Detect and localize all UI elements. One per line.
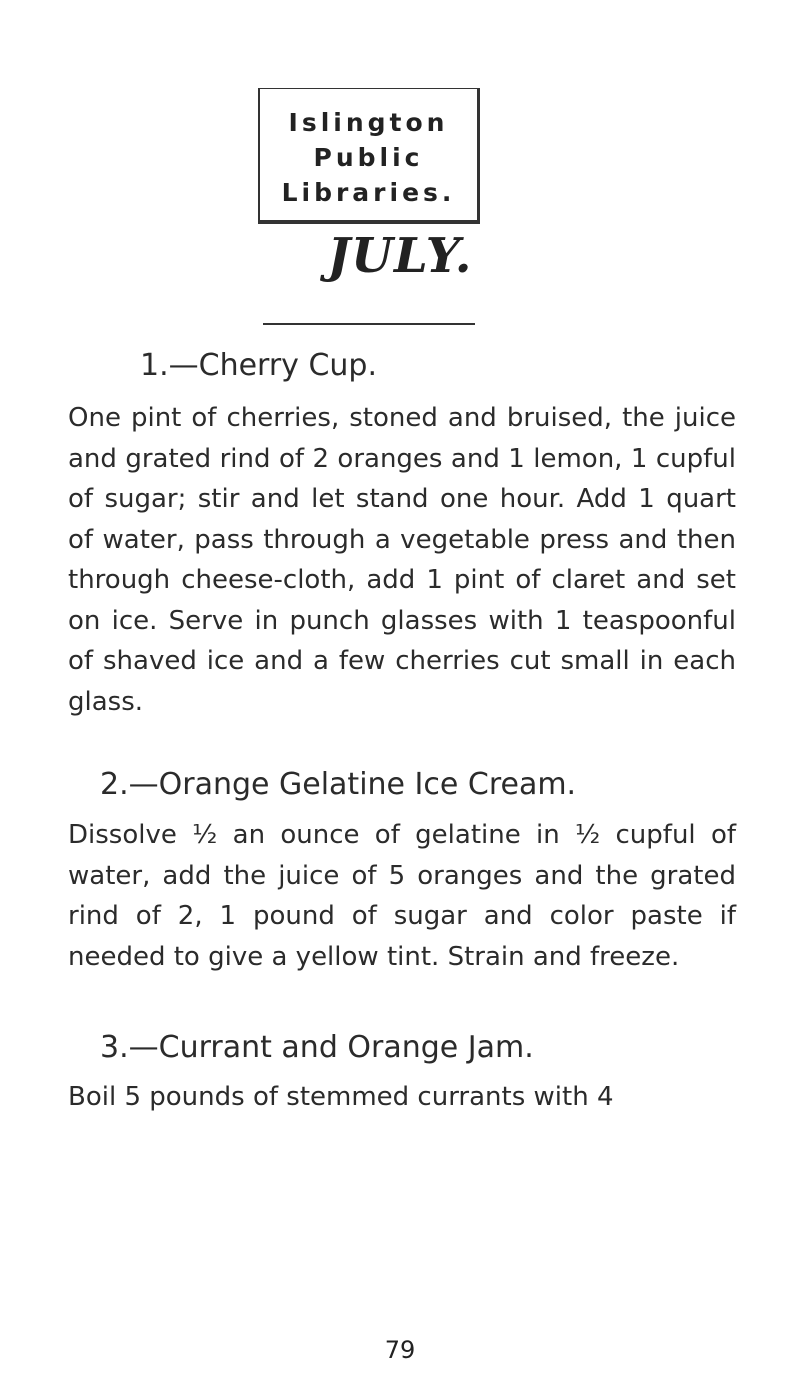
stamp-line-1: Islington <box>288 108 449 137</box>
page-number: 79 <box>384 1336 416 1364</box>
page-title: JULY. <box>327 228 473 284</box>
recipe-text-3: Boil 5 pounds of stemmed currants with 4 <box>68 1082 614 1112</box>
recipe-heading-1: 1.—Cherry Cup. <box>140 348 378 383</box>
recipe-text-1: One pint of cherries, stoned and bruised, the juice and grated rind of 2 oranges and 1 lemon, 1 cupful of sugar; stir and let stand one hour. Add 1 quart of water, pass through a vegetable press and then through cheese-cloth, add 1 pint of claret and set on ice. Serve in punch glasses with 1 teaspoonful of shaved ice and a few cherries cut small in each glass. <box>68 403 736 717</box>
title-divider <box>263 323 475 325</box>
stamp-line-3: Libraries. <box>281 178 456 207</box>
recipe-text-2: Dissolve ½ an ounce of gelatine in ½ cupful of water, add the juice of 5 oranges and the grated rind of 2, 1 pound of sugar and color paste if needed to give a yellow tint. Strain and freeze. <box>68 820 736 972</box>
stamp-line-2: Public <box>313 143 424 172</box>
recipe-heading-2: 2.—Orange Gelatine Ice Cream. <box>100 767 577 802</box>
recipe-heading-3: 3.—Currant and Orange Jam. <box>100 1030 534 1065</box>
library-stamp <box>258 88 480 224</box>
